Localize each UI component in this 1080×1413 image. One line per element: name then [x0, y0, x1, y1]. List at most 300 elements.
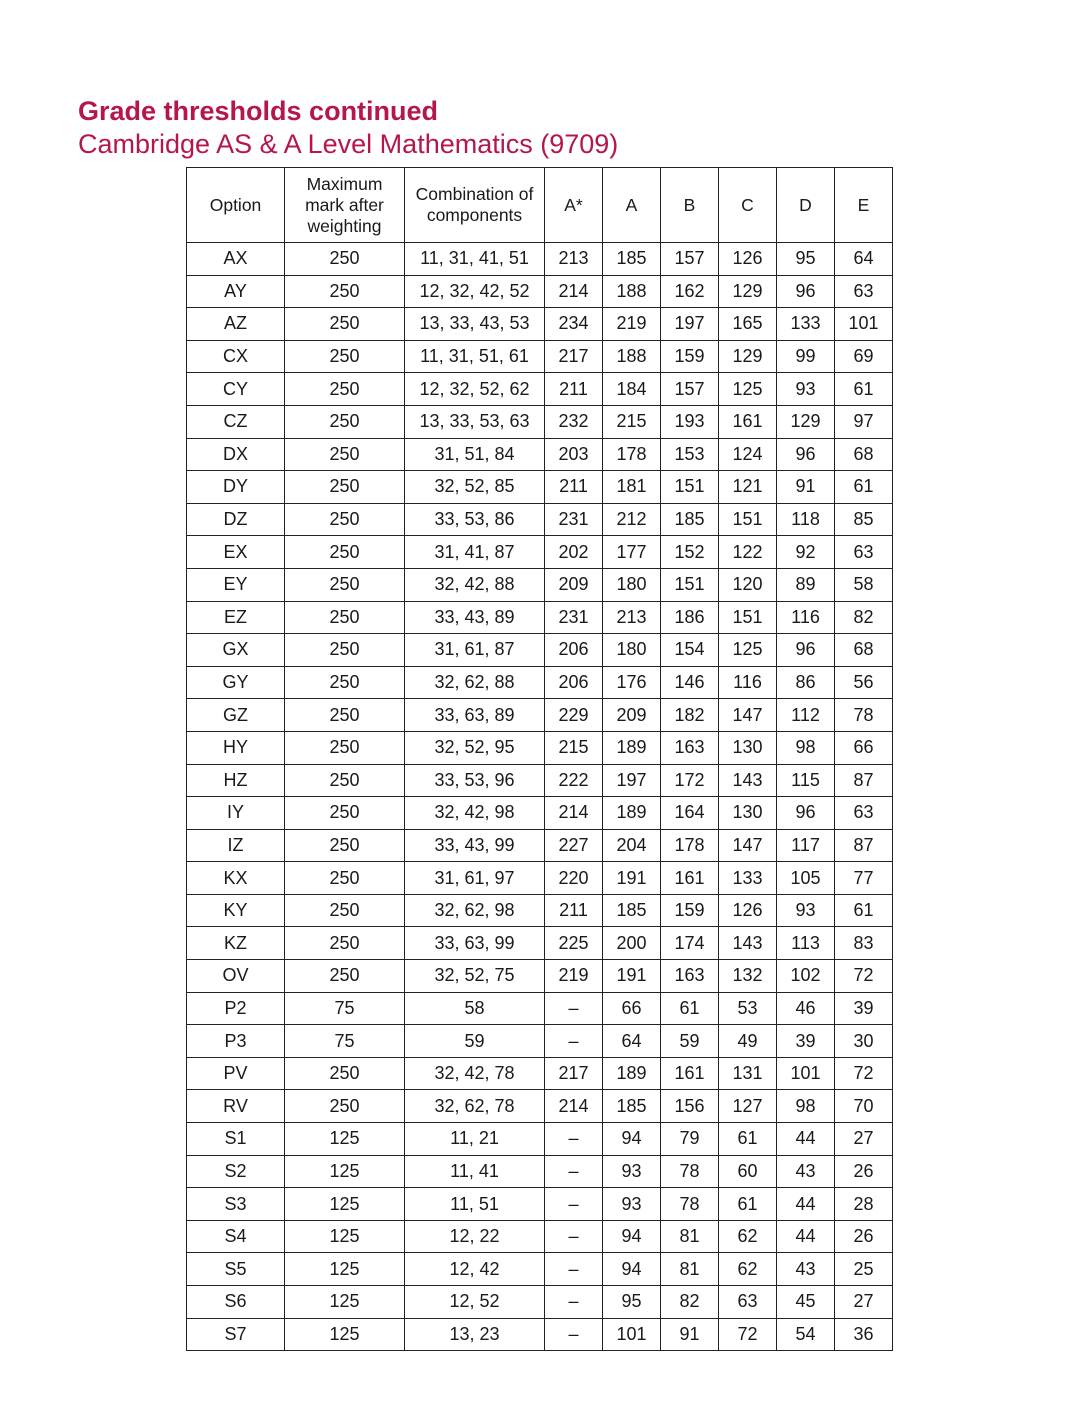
cell-max-mark: 125: [285, 1155, 405, 1188]
cell-grade-a-star: 222: [545, 764, 603, 797]
cell-grade-a: 209: [603, 699, 661, 732]
cell-grade-d: 93: [777, 894, 835, 927]
header-grade-a: A: [603, 168, 661, 243]
cell-combination: 13, 33, 43, 53: [405, 308, 545, 341]
cell-option: KZ: [187, 927, 285, 960]
cell-grade-e: 83: [835, 927, 893, 960]
cell-option: AY: [187, 275, 285, 308]
cell-grade-d: 118: [777, 503, 835, 536]
cell-max-mark: 250: [285, 829, 405, 862]
header-max-mark-line: mark after: [305, 194, 384, 215]
header-grade-a-star: A*: [545, 168, 603, 243]
cell-max-mark: 125: [285, 1188, 405, 1221]
cell-option: KX: [187, 862, 285, 895]
cell-combination: 31, 61, 97: [405, 862, 545, 895]
cell-max-mark: 250: [285, 894, 405, 927]
cell-option: GY: [187, 666, 285, 699]
cell-option: S7: [187, 1318, 285, 1351]
header-max-mark: [285, 168, 405, 243]
cell-grade-d: 46: [777, 992, 835, 1025]
cell-grade-a-star: –: [545, 1286, 603, 1319]
cell-grade-d: 117: [777, 829, 835, 862]
table-row: [187, 1220, 893, 1253]
table-row: [187, 536, 893, 569]
cell-option: AX: [187, 243, 285, 276]
cell-max-mark: 250: [285, 634, 405, 667]
cell-grade-c: 72: [719, 1318, 777, 1351]
cell-grade-a-star: 206: [545, 634, 603, 667]
cell-grade-e: 68: [835, 634, 893, 667]
header-combination-line: Combination of: [415, 184, 534, 204]
cell-grade-c: 122: [719, 536, 777, 569]
cell-max-mark: 250: [285, 960, 405, 993]
cell-grade-d: 96: [777, 275, 835, 308]
cell-grade-b: 197: [661, 308, 719, 341]
cell-grade-a: 189: [603, 797, 661, 830]
cell-grade-c: 147: [719, 829, 777, 862]
cell-grade-b: 193: [661, 405, 719, 438]
cell-combination: 32, 42, 88: [405, 568, 545, 601]
cell-grade-c: 143: [719, 764, 777, 797]
cell-grade-d: 96: [777, 634, 835, 667]
cell-grade-d: 39: [777, 1025, 835, 1058]
table-row: [187, 308, 893, 341]
cell-combination: 12, 32, 52, 62: [405, 373, 545, 406]
cell-grade-a: 94: [603, 1253, 661, 1286]
table-row: [187, 340, 893, 373]
cell-grade-c: 49: [719, 1025, 777, 1058]
cell-grade-d: 96: [777, 438, 835, 471]
cell-grade-d: 133: [777, 308, 835, 341]
cell-grade-a-star: 214: [545, 1090, 603, 1123]
table-row: [187, 1318, 893, 1351]
cell-grade-d: 54: [777, 1318, 835, 1351]
cell-grade-d: 43: [777, 1155, 835, 1188]
cell-max-mark: 250: [285, 503, 405, 536]
cell-grade-b: 161: [661, 862, 719, 895]
cell-grade-e: 28: [835, 1188, 893, 1221]
cell-option: CY: [187, 373, 285, 406]
cell-grade-d: 43: [777, 1253, 835, 1286]
cell-grade-a: 93: [603, 1155, 661, 1188]
cell-grade-b: 163: [661, 960, 719, 993]
cell-grade-a: 180: [603, 568, 661, 601]
cell-combination: 32, 62, 78: [405, 1090, 545, 1123]
cell-grade-a: 181: [603, 471, 661, 504]
cell-grade-b: 186: [661, 601, 719, 634]
cell-max-mark: 125: [285, 1286, 405, 1319]
cell-grade-a-star: 214: [545, 275, 603, 308]
table-row: [187, 731, 893, 764]
cell-grade-a: 185: [603, 243, 661, 276]
cell-grade-d: 116: [777, 601, 835, 634]
cell-grade-b: 156: [661, 1090, 719, 1123]
cell-grade-c: 121: [719, 471, 777, 504]
cell-combination: 11, 41: [405, 1155, 545, 1188]
cell-option: IY: [187, 797, 285, 830]
cell-grade-b: 174: [661, 927, 719, 960]
cell-grade-c: 60: [719, 1155, 777, 1188]
table-row: [187, 243, 893, 276]
cell-grade-b: 163: [661, 731, 719, 764]
cell-grade-e: 27: [835, 1286, 893, 1319]
table-row: [187, 1123, 893, 1156]
cell-grade-d: 86: [777, 666, 835, 699]
cell-grade-a: 94: [603, 1123, 661, 1156]
cell-combination: 11, 31, 51, 61: [405, 340, 545, 373]
cell-grade-c: 63: [719, 1286, 777, 1319]
header-max-mark-line: Maximum: [306, 173, 383, 194]
cell-grade-e: 56: [835, 666, 893, 699]
cell-option: S5: [187, 1253, 285, 1286]
cell-grade-a: 204: [603, 829, 661, 862]
cell-grade-d: 44: [777, 1123, 835, 1156]
cell-grade-a-star: 227: [545, 829, 603, 862]
cell-option: PV: [187, 1057, 285, 1090]
table-row: [187, 438, 893, 471]
cell-grade-c: 147: [719, 699, 777, 732]
cell-grade-a-star: 202: [545, 536, 603, 569]
cell-grade-a: 95: [603, 1286, 661, 1319]
cell-grade-b: 91: [661, 1318, 719, 1351]
cell-grade-e: 70: [835, 1090, 893, 1123]
cell-combination: 12, 32, 42, 52: [405, 275, 545, 308]
table-row: [187, 503, 893, 536]
cell-combination: 33, 53, 96: [405, 764, 545, 797]
table-row: [187, 960, 893, 993]
header-combination-line: components: [426, 205, 523, 225]
cell-grade-a: 191: [603, 960, 661, 993]
cell-grade-d: 101: [777, 1057, 835, 1090]
cell-grade-e: 63: [835, 797, 893, 830]
cell-max-mark: 125: [285, 1253, 405, 1286]
cell-option: S6: [187, 1286, 285, 1319]
cell-grade-b: 157: [661, 243, 719, 276]
cell-max-mark: 250: [285, 471, 405, 504]
cell-max-mark: 250: [285, 568, 405, 601]
cell-max-mark: 125: [285, 1220, 405, 1253]
cell-grade-b: 162: [661, 275, 719, 308]
cell-grade-a-star: 231: [545, 601, 603, 634]
cell-grade-b: 78: [661, 1155, 719, 1188]
cell-max-mark: 250: [285, 340, 405, 373]
cell-grade-c: 130: [719, 731, 777, 764]
table-row: [187, 568, 893, 601]
cell-combination: 32, 42, 78: [405, 1057, 545, 1090]
table-row: [187, 373, 893, 406]
cell-grade-a: 191: [603, 862, 661, 895]
cell-grade-e: 61: [835, 373, 893, 406]
cell-grade-b: 78: [661, 1188, 719, 1221]
cell-grade-a: 177: [603, 536, 661, 569]
cell-grade-e: 72: [835, 960, 893, 993]
cell-grade-e: 63: [835, 536, 893, 569]
grade-thresholds-table: [186, 167, 893, 1351]
cell-grade-b: 178: [661, 829, 719, 862]
cell-combination: 33, 43, 89: [405, 601, 545, 634]
table-row: [187, 699, 893, 732]
cell-grade-d: 45: [777, 1286, 835, 1319]
cell-max-mark: 250: [285, 666, 405, 699]
cell-combination: 33, 63, 99: [405, 927, 545, 960]
cell-grade-a-star: 231: [545, 503, 603, 536]
cell-grade-a-star: 213: [545, 243, 603, 276]
cell-grade-c: 129: [719, 340, 777, 373]
table-row: [187, 927, 893, 960]
header-grade-e: E: [835, 168, 893, 243]
cell-grade-d: 129: [777, 405, 835, 438]
cell-option: AZ: [187, 308, 285, 341]
cell-grade-e: 87: [835, 764, 893, 797]
cell-grade-c: 133: [719, 862, 777, 895]
cell-grade-a: 185: [603, 894, 661, 927]
cell-grade-d: 96: [777, 797, 835, 830]
cell-max-mark: 250: [285, 405, 405, 438]
cell-max-mark: 250: [285, 862, 405, 895]
table-row: [187, 1090, 893, 1123]
cell-grade-c: 116: [719, 666, 777, 699]
table-row: [187, 601, 893, 634]
cell-grade-a-star: 214: [545, 797, 603, 830]
header-grade-b: B: [661, 168, 719, 243]
cell-option: EY: [187, 568, 285, 601]
cell-grade-e: 72: [835, 1057, 893, 1090]
cell-option: EX: [187, 536, 285, 569]
cell-combination: 31, 41, 87: [405, 536, 545, 569]
cell-max-mark: 75: [285, 992, 405, 1025]
cell-option: KY: [187, 894, 285, 927]
cell-option: DY: [187, 471, 285, 504]
cell-combination: 13, 23: [405, 1318, 545, 1351]
cell-grade-e: 25: [835, 1253, 893, 1286]
table-row: [187, 862, 893, 895]
table-header-row: [187, 168, 893, 243]
cell-grade-b: 157: [661, 373, 719, 406]
cell-grade-a-star: –: [545, 1155, 603, 1188]
table-row: [187, 471, 893, 504]
cell-grade-c: 161: [719, 405, 777, 438]
cell-grade-a: 93: [603, 1188, 661, 1221]
cell-grade-e: 30: [835, 1025, 893, 1058]
cell-grade-a: 200: [603, 927, 661, 960]
cell-grade-c: 129: [719, 275, 777, 308]
cell-grade-c: 61: [719, 1123, 777, 1156]
cell-grade-e: 39: [835, 992, 893, 1025]
header-option: Option: [187, 168, 285, 243]
cell-combination: 13, 33, 53, 63: [405, 405, 545, 438]
cell-grade-c: 132: [719, 960, 777, 993]
cell-grade-d: 92: [777, 536, 835, 569]
cell-combination: 31, 61, 87: [405, 634, 545, 667]
cell-grade-b: 152: [661, 536, 719, 569]
cell-max-mark: 250: [285, 927, 405, 960]
cell-grade-a-star: 211: [545, 471, 603, 504]
cell-grade-e: 61: [835, 894, 893, 927]
page-title: Grade thresholds continued: [78, 96, 439, 126]
cell-grade-c: 127: [719, 1090, 777, 1123]
cell-grade-c: 126: [719, 894, 777, 927]
cell-grade-a: 189: [603, 731, 661, 764]
cell-grade-e: 97: [835, 405, 893, 438]
cell-grade-a: 180: [603, 634, 661, 667]
cell-grade-a-star: –: [545, 1123, 603, 1156]
cell-grade-a: 188: [603, 340, 661, 373]
cell-grade-e: 87: [835, 829, 893, 862]
cell-combination: 32, 62, 88: [405, 666, 545, 699]
cell-max-mark: 125: [285, 1318, 405, 1351]
cell-grade-d: 98: [777, 731, 835, 764]
cell-grade-c: 124: [719, 438, 777, 471]
cell-grade-d: 105: [777, 862, 835, 895]
cell-option: GZ: [187, 699, 285, 732]
cell-grade-b: 82: [661, 1286, 719, 1319]
cell-option: S2: [187, 1155, 285, 1188]
table-row: [187, 1286, 893, 1319]
table-body: [187, 243, 893, 1351]
cell-grade-a-star: –: [545, 1188, 603, 1221]
cell-grade-d: 89: [777, 568, 835, 601]
cell-option: EZ: [187, 601, 285, 634]
cell-combination: 58: [405, 992, 545, 1025]
cell-grade-e: 78: [835, 699, 893, 732]
cell-grade-b: 159: [661, 340, 719, 373]
table-row: [187, 1253, 893, 1286]
cell-option: P3: [187, 1025, 285, 1058]
table-row: [187, 275, 893, 308]
cell-grade-a-star: 220: [545, 862, 603, 895]
cell-grade-a-star: –: [545, 1318, 603, 1351]
cell-grade-d: 99: [777, 340, 835, 373]
cell-option: GX: [187, 634, 285, 667]
cell-grade-b: 59: [661, 1025, 719, 1058]
cell-grade-c: 143: [719, 927, 777, 960]
cell-grade-a: 64: [603, 1025, 661, 1058]
cell-max-mark: 250: [285, 1090, 405, 1123]
cell-combination: 11, 51: [405, 1188, 545, 1221]
cell-option: DZ: [187, 503, 285, 536]
cell-grade-a: 66: [603, 992, 661, 1025]
cell-combination: 31, 51, 84: [405, 438, 545, 471]
cell-option: S4: [187, 1220, 285, 1253]
table-row: [187, 1057, 893, 1090]
cell-grade-a-star: –: [545, 992, 603, 1025]
cell-grade-a-star: 209: [545, 568, 603, 601]
cell-grade-a-star: 217: [545, 1057, 603, 1090]
cell-grade-d: 95: [777, 243, 835, 276]
cell-grade-b: 154: [661, 634, 719, 667]
cell-grade-d: 44: [777, 1220, 835, 1253]
cell-grade-e: 26: [835, 1155, 893, 1188]
cell-combination: 33, 43, 99: [405, 829, 545, 862]
cell-grade-e: 27: [835, 1123, 893, 1156]
cell-combination: 32, 52, 85: [405, 471, 545, 504]
cell-grade-b: 79: [661, 1123, 719, 1156]
cell-grade-d: 113: [777, 927, 835, 960]
cell-grade-b: 172: [661, 764, 719, 797]
cell-grade-d: 115: [777, 764, 835, 797]
cell-combination: 32, 62, 98: [405, 894, 545, 927]
cell-max-mark: 125: [285, 1123, 405, 1156]
cell-grade-c: 53: [719, 992, 777, 1025]
cell-grade-b: 159: [661, 894, 719, 927]
table-row: [187, 797, 893, 830]
cell-option: HZ: [187, 764, 285, 797]
cell-max-mark: 250: [285, 1057, 405, 1090]
cell-combination: 11, 31, 41, 51: [405, 243, 545, 276]
cell-grade-e: 26: [835, 1220, 893, 1253]
cell-grade-c: 62: [719, 1253, 777, 1286]
cell-grade-c: 131: [719, 1057, 777, 1090]
cell-grade-b: 81: [661, 1253, 719, 1286]
cell-grade-c: 130: [719, 797, 777, 830]
cell-max-mark: 250: [285, 731, 405, 764]
cell-grade-a: 197: [603, 764, 661, 797]
cell-grade-b: 164: [661, 797, 719, 830]
cell-grade-d: 112: [777, 699, 835, 732]
cell-grade-d: 102: [777, 960, 835, 993]
cell-max-mark: 250: [285, 243, 405, 276]
cell-grade-a-star: 217: [545, 340, 603, 373]
cell-option: RV: [187, 1090, 285, 1123]
cell-grade-c: 61: [719, 1188, 777, 1221]
cell-grade-a-star: 206: [545, 666, 603, 699]
cell-combination: 32, 42, 98: [405, 797, 545, 830]
header-grade-c: C: [719, 168, 777, 243]
cell-grade-a: 188: [603, 275, 661, 308]
cell-grade-d: 98: [777, 1090, 835, 1123]
cell-grade-e: 58: [835, 568, 893, 601]
cell-combination: 11, 21: [405, 1123, 545, 1156]
cell-option: DX: [187, 438, 285, 471]
table-row: [187, 1025, 893, 1058]
table-row: [187, 666, 893, 699]
cell-option: P2: [187, 992, 285, 1025]
cell-max-mark: 250: [285, 536, 405, 569]
table-row: [187, 1188, 893, 1221]
cell-grade-b: 182: [661, 699, 719, 732]
cell-grade-b: 153: [661, 438, 719, 471]
cell-grade-a: 176: [603, 666, 661, 699]
cell-grade-e: 36: [835, 1318, 893, 1351]
cell-grade-e: 101: [835, 308, 893, 341]
cell-grade-a-star: 225: [545, 927, 603, 960]
cell-grade-a-star: 219: [545, 960, 603, 993]
cell-max-mark: 75: [285, 1025, 405, 1058]
cell-grade-b: 185: [661, 503, 719, 536]
cell-grade-a: 215: [603, 405, 661, 438]
cell-grade-a: 184: [603, 373, 661, 406]
cell-grade-a-star: –: [545, 1253, 603, 1286]
header-max-mark-line: weighting: [307, 215, 382, 236]
cell-grade-e: 68: [835, 438, 893, 471]
cell-combination: 32, 52, 75: [405, 960, 545, 993]
table-row: [187, 829, 893, 862]
cell-grade-c: 151: [719, 503, 777, 536]
cell-combination: 12, 42: [405, 1253, 545, 1286]
table-row: [187, 634, 893, 667]
cell-grade-a: 213: [603, 601, 661, 634]
cell-grade-a: 219: [603, 308, 661, 341]
cell-grade-a: 212: [603, 503, 661, 536]
cell-grade-e: 63: [835, 275, 893, 308]
table-row: [187, 894, 893, 927]
cell-option: CX: [187, 340, 285, 373]
cell-grade-e: 82: [835, 601, 893, 634]
cell-grade-a: 94: [603, 1220, 661, 1253]
cell-grade-c: 62: [719, 1220, 777, 1253]
cell-grade-c: 120: [719, 568, 777, 601]
cell-grade-a: 189: [603, 1057, 661, 1090]
